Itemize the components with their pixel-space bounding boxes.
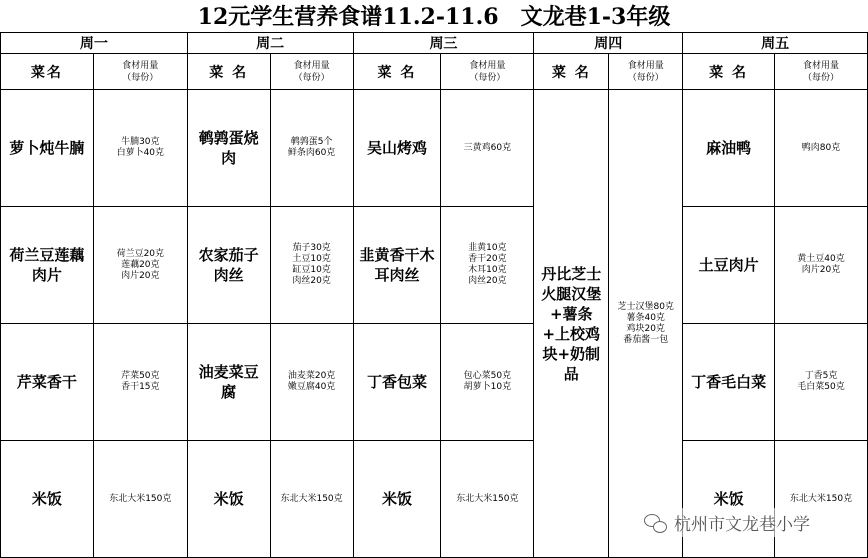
watermark-text: 杭州市文龙巷小学 bbox=[674, 515, 810, 535]
dish-cell: 鹌鹑蛋烧肉 bbox=[187, 90, 270, 207]
dish-cell: 荷兰豆莲藕肉片 bbox=[1, 207, 94, 324]
dish-header: 菜 名 bbox=[353, 54, 441, 90]
day-tuesday: 周二 bbox=[187, 33, 353, 54]
ingredient-cell: 荷兰豆20克 莲藕20克 肉片20克 bbox=[93, 207, 187, 324]
ingredient-cell: 东北大米150克 bbox=[775, 441, 868, 558]
table-row bbox=[1, 90, 868, 207]
dish-cell: 萝卜炖牛腩 bbox=[1, 90, 94, 207]
ingredient-cell: 牛腩30克 白萝卜40克 bbox=[93, 90, 187, 207]
thursday-ingredient-cell: 芝士汉堡80克 薯条40克 鸡块20克 番茄酱一包 bbox=[609, 90, 683, 558]
dish-cell: 土豆肉片 bbox=[683, 207, 775, 324]
dish-cell: 丁香包菜 bbox=[353, 324, 441, 441]
dish-cell: 吴山烤鸡 bbox=[353, 90, 441, 207]
ingredient-cell: 黄土豆40克 肉片20克 bbox=[775, 207, 868, 324]
table-row bbox=[1, 324, 868, 441]
day-wednesday: 周三 bbox=[353, 33, 534, 54]
qty-header: 食材用量 （每份） bbox=[775, 54, 868, 90]
dish-cell: 芹菜香干 bbox=[1, 324, 94, 441]
day-monday: 周一 bbox=[1, 33, 188, 54]
thursday-dish-cell: 丹比芝士火腿汉堡+薯条+上校鸡块+奶制品 bbox=[534, 90, 609, 558]
ingredient-cell: 油麦菜20克 嫩豆腐40克 bbox=[270, 324, 353, 441]
table-row bbox=[1, 207, 868, 324]
menu-table bbox=[0, 32, 868, 558]
ingredient-cell: 东北大米150克 bbox=[93, 441, 187, 558]
dish-cell: 米饭 bbox=[187, 441, 270, 558]
qty-header: 食材用量 （每份） bbox=[441, 54, 534, 90]
dish-cell: 米饭 bbox=[353, 441, 441, 558]
ingredient-cell: 韭黄10克 香干20克 木耳10克 肉丝20克 bbox=[441, 207, 534, 324]
ingredient-cell: 鸭肉80克 bbox=[775, 90, 868, 207]
dish-cell: 米饭 bbox=[1, 441, 94, 558]
ingredient-cell: 鹌鹑蛋5个 鲜条肉60克 bbox=[270, 90, 353, 207]
ingredient-cell: 东北大米150克 bbox=[441, 441, 534, 558]
table-row bbox=[1, 441, 868, 558]
day-thursday: 周四 bbox=[534, 33, 683, 54]
dish-cell: 农家茄子肉丝 bbox=[187, 207, 270, 324]
ingredient-cell: 东北大米150克 bbox=[270, 441, 353, 558]
ingredient-cell: 三黄鸡60克 bbox=[441, 90, 534, 207]
day-friday: 周五 bbox=[683, 33, 868, 54]
day-header-row bbox=[1, 33, 868, 54]
watermark bbox=[640, 508, 814, 537]
dish-cell: 油麦菜豆腐 bbox=[187, 324, 270, 441]
ingredient-cell: 芹菜50克 香干15克 bbox=[93, 324, 187, 441]
ingredient-cell: 丁香5克 毛白菜50克 bbox=[775, 324, 868, 441]
ingredient-cell: 包心菜50克 胡萝卜10克 bbox=[441, 324, 534, 441]
dish-cell: 米饭 bbox=[683, 441, 775, 558]
dish-header: 菜 名 bbox=[534, 54, 609, 90]
column-header-row bbox=[1, 54, 868, 90]
qty-header: 食材用量 （每份） bbox=[270, 54, 353, 90]
dish-header: 菜 名 bbox=[187, 54, 270, 90]
menu-title: 12元学生营养食谱11.2-11.6 文龙巷1-3年级 bbox=[197, 4, 671, 30]
dish-header: 菜名 bbox=[1, 54, 94, 90]
dish-cell: 麻油鸭 bbox=[683, 90, 775, 207]
wechat-icon bbox=[644, 514, 666, 532]
qty-header: 食材用量 （每份） bbox=[609, 54, 683, 90]
ingredient-cell: 茄子30克 土豆10克 缸豆10克 肉丝20克 bbox=[270, 207, 353, 324]
dish-header: 菜 名 bbox=[683, 54, 775, 90]
qty-header: 食材用量 （每份） bbox=[93, 54, 187, 90]
dish-cell: 韭黄香干木耳肉丝 bbox=[353, 207, 441, 324]
dish-cell: 丁香毛白菜 bbox=[683, 324, 775, 441]
